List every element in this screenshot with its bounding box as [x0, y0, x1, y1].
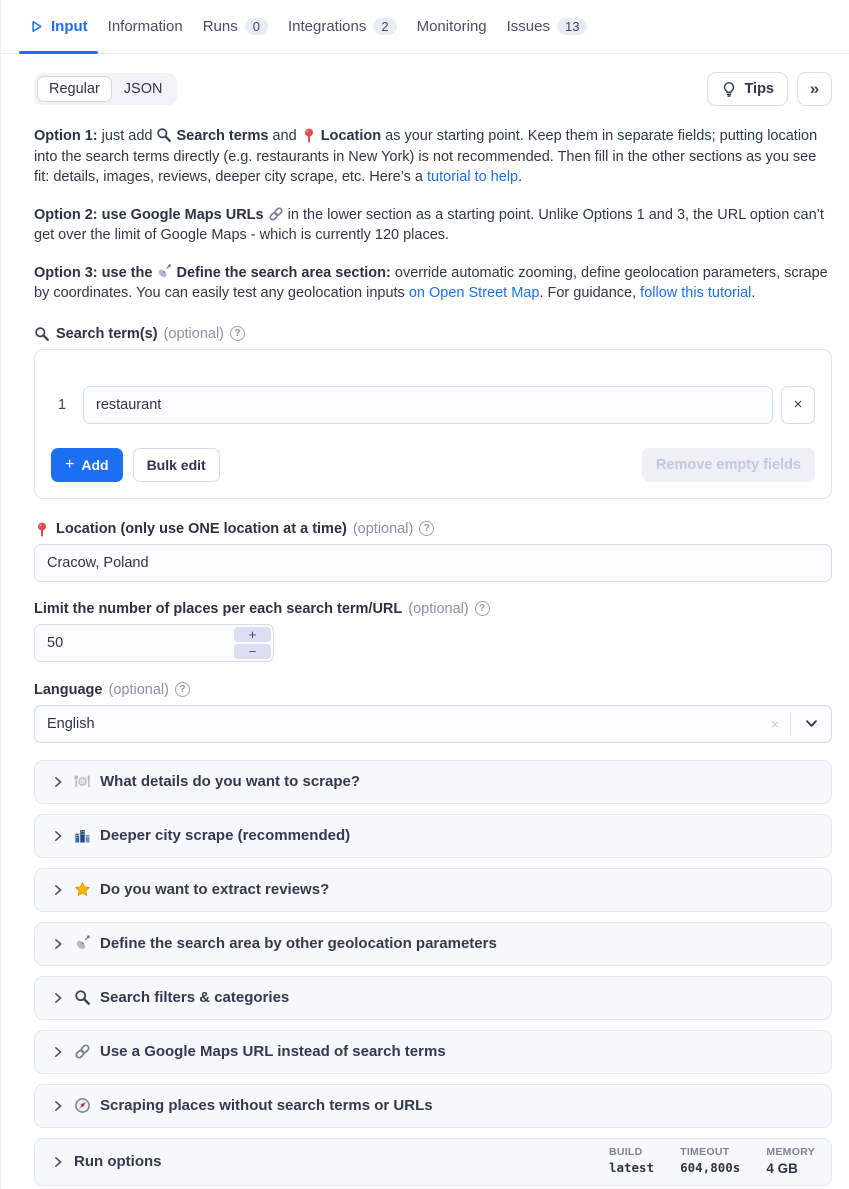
tab-input[interactable]: [19, 0, 98, 53]
lightbulb-icon: [721, 81, 737, 97]
increment-button[interactable]: +: [234, 627, 271, 642]
tab-label: Issues: [506, 18, 550, 35]
chevron-right-icon: [51, 1155, 65, 1169]
section-title: Run options: [74, 1153, 162, 1170]
input-mode-switch: [34, 73, 177, 105]
search-icon: [74, 989, 91, 1006]
limit-field: [34, 601, 832, 662]
language-selected-value: English: [47, 715, 95, 732]
run-memory-value: 4 GB: [766, 1160, 798, 1176]
intro-paragraph-2: Option 2: use Google Maps URLs in the lower section as a starting point. Unlike Options 1 and 3, the URL option can’t get over the limit of Google Maps - which is currently 120 places.: [34, 206, 824, 243]
section-what-details-do-you-want-to-scrape[interactable]: [34, 760, 832, 804]
language-label-text: Language: [34, 681, 103, 698]
chevron-down-icon: [804, 716, 819, 731]
collapsible-sections: [34, 760, 832, 1186]
help-icon[interactable]: ?: [419, 521, 434, 536]
help-icon[interactable]: ?: [230, 326, 245, 341]
tips-label: Tips: [744, 81, 774, 97]
plus-icon: +: [65, 455, 75, 473]
location-pin-icon: [34, 521, 50, 537]
bold-text: Option 3: use the: [34, 264, 153, 281]
link-icon: [268, 206, 284, 222]
chevron-right-icon: [51, 937, 65, 951]
section-define-the-search-area-by-other-geolocation-parameters[interactable]: [34, 922, 832, 966]
intro-paragraph-1: Option 1: just add Search terms and Location as your starting point. Keep them in separate fields; putting location into the search terms directly (e.g. restaurants in New York) is not recommended. Then fill in the other sections as you see fit: details, images, reviews, deeper city scrape, etc. Here’s a tutorial to help.: [34, 128, 818, 185]
link-icon: [74, 1043, 91, 1060]
search-icon: [34, 326, 50, 342]
section-scraping-places-without-search-terms-or-urls[interactable]: [34, 1084, 832, 1128]
pin-icon: [301, 127, 317, 143]
play-icon: [29, 19, 44, 34]
optional-hint: (optional): [352, 520, 414, 537]
section-do-you-want-to-extract-reviews[interactable]: [34, 868, 832, 912]
toolbar-right: [707, 72, 832, 106]
add-label: Add: [81, 456, 109, 473]
bold-text: Search terms: [176, 128, 269, 144]
satellite-icon: [74, 935, 91, 952]
section-title: What details do you want to scrape?: [100, 773, 361, 790]
compass-icon: [74, 1097, 91, 1114]
run-build: [609, 1146, 654, 1177]
tab-count-badge: 2: [373, 18, 396, 35]
plate-icon: [74, 773, 91, 790]
collapse-panel-button[interactable]: »: [797, 72, 832, 106]
run-timeout-label: TIMEOUT: [680, 1145, 730, 1158]
search-icon: [156, 127, 172, 143]
optional-hint: (optional): [163, 325, 224, 342]
bold-text: Define the search area section:: [176, 264, 391, 281]
search-terms-actions: [51, 448, 815, 482]
tab-count-badge: 0: [245, 18, 268, 35]
remove-empty-fields-button[interactable]: Remove empty fields: [642, 448, 815, 482]
satellite-icon: [156, 264, 172, 280]
chevron-right-icon: [51, 1099, 65, 1113]
search-terms-label: [34, 326, 832, 342]
limit-label: [34, 601, 832, 617]
star-icon: [74, 881, 91, 898]
section-title: Search filters & categories: [100, 989, 290, 1006]
search-icon: [74, 989, 91, 1006]
star-icon: [74, 881, 91, 898]
tab-count-badge: 13: [557, 18, 587, 35]
search-term-input[interactable]: [83, 386, 773, 424]
term-rows: [51, 386, 815, 424]
section-title: Define the search area by other geolocation parameters: [100, 935, 497, 952]
location-input[interactable]: [34, 544, 832, 582]
plate-icon: [74, 773, 91, 790]
chevron-right-icon: [51, 829, 65, 843]
help-icon[interactable]: ?: [475, 601, 490, 616]
intro-paragraphs: [34, 126, 832, 304]
bold-text: Option 1:: [34, 128, 98, 144]
help-icon[interactable]: ?: [175, 682, 190, 697]
tab-issues[interactable]: [497, 0, 598, 53]
pin-icon: [301, 127, 317, 143]
language-field: [34, 682, 832, 743]
location-field: [34, 521, 832, 582]
search-terms-card: [34, 349, 832, 499]
limit-input-wrap: [34, 624, 274, 662]
run-timeout-value: 604,800s: [680, 1159, 741, 1175]
search-term-row: [51, 386, 815, 424]
search-icon: [156, 127, 172, 143]
bold-text: Option 2: use Google Maps URLs: [34, 206, 264, 223]
search-terms-field: [34, 326, 832, 499]
city-icon: [74, 827, 91, 844]
chevron-right-icon: [51, 1099, 65, 1113]
optional-hint: (optional): [408, 600, 469, 617]
run-memory-label: MEMORY: [766, 1145, 815, 1158]
bulb-icon: [721, 81, 737, 97]
satellite-icon: [156, 264, 172, 280]
chevron-right-icon: [51, 991, 65, 1005]
location-label: [34, 521, 832, 537]
mode-regular-button[interactable]: Regular: [37, 76, 112, 102]
add-term-button[interactable]: [51, 448, 123, 482]
section-title: Use a Google Maps URL instead of search terms: [100, 1043, 446, 1060]
satellite-icon: [74, 935, 91, 952]
language-select[interactable]: [34, 705, 832, 743]
search-icon: [34, 326, 50, 342]
search-terms-label-text: Search term(s): [56, 325, 158, 342]
inline-link[interactable]: on Open Street Map: [408, 285, 540, 301]
run-build-label: BUILD: [608, 1145, 643, 1158]
run-timeout: [680, 1146, 740, 1177]
run-memory: [766, 1146, 815, 1177]
tab-monitoring[interactable]: [407, 0, 497, 53]
section-title: Scraping places without search terms or URLs: [100, 1097, 433, 1114]
link-icon: [74, 1043, 91, 1060]
tab-integrations[interactable]: [278, 0, 407, 53]
clear-selection-icon[interactable]: ×: [770, 715, 779, 732]
chevron-right-icon: [51, 1045, 65, 1059]
location-label-text: Location (only use ONE location at a time): [56, 520, 347, 537]
bold-text: Location: [320, 128, 382, 144]
tab-label: Input: [51, 18, 88, 35]
city-icon: [74, 827, 91, 844]
chevron-right-icon: [51, 829, 65, 843]
bulk-edit-button[interactable]: Bulk edit: [133, 448, 220, 482]
optional-hint: (optional): [108, 681, 169, 698]
tab-label: Runs: [202, 18, 238, 35]
tab-label: Integrations: [287, 18, 367, 35]
tab-information[interactable]: [98, 0, 193, 53]
term-index: 1: [57, 396, 67, 413]
link-icon: [268, 206, 284, 222]
tab-runs[interactable]: [193, 0, 278, 53]
pin-icon: [34, 521, 50, 537]
chevron-right-icon: [51, 1045, 65, 1059]
compass-icon: [74, 1097, 91, 1114]
chevron-right-icon: [51, 883, 65, 897]
section-run-options[interactable]: [34, 1138, 832, 1186]
section-title: Do you want to extract reviews?: [100, 881, 330, 898]
tab-bar: [1, 0, 849, 54]
run-options-summary: [609, 1146, 815, 1177]
chevron-right-icon: [51, 883, 65, 897]
section-title: Deeper city scrape (recommended): [100, 827, 351, 844]
tab-label: Information: [107, 18, 183, 35]
chevron-right-icon: [51, 775, 65, 789]
chevron-right-icon: [51, 1155, 65, 1169]
mode-json-button[interactable]: JSON: [123, 81, 163, 97]
remove-term-button[interactable]: ×: [781, 386, 815, 424]
chevron-down-icon: [791, 716, 831, 731]
input-toolbar: [34, 72, 832, 106]
inline-link[interactable]: follow this tutorial: [640, 285, 752, 301]
chevron-right-icon: [51, 937, 65, 951]
number-stepper: [234, 627, 271, 659]
decrement-button[interactable]: −: [234, 644, 271, 659]
language-label: [34, 682, 832, 698]
chevron-right-icon: [51, 775, 65, 789]
section-search-filters-categories[interactable]: [34, 976, 832, 1020]
run-build-value: latest: [608, 1159, 655, 1175]
section-use-a-google-maps-url-instead-of-search-terms[interactable]: [34, 1030, 832, 1074]
intro-paragraph-3: Option 3: use the Define the search area section: override automatic zooming, define geolocation parameters, scrape by coordinates. You can easily test any geolocation inputs on Open Street Map. For guidance, follow this tutorial.: [34, 264, 828, 301]
tips-button[interactable]: [707, 72, 788, 106]
section-deeper-city-scrape-recommended[interactable]: [34, 814, 832, 858]
limit-label-text: Limit the number of places per each search term/URL: [34, 600, 403, 617]
chevron-right-icon: [51, 991, 65, 1005]
tab-label: Monitoring: [416, 18, 487, 35]
inline-link[interactable]: tutorial to help: [427, 169, 519, 185]
